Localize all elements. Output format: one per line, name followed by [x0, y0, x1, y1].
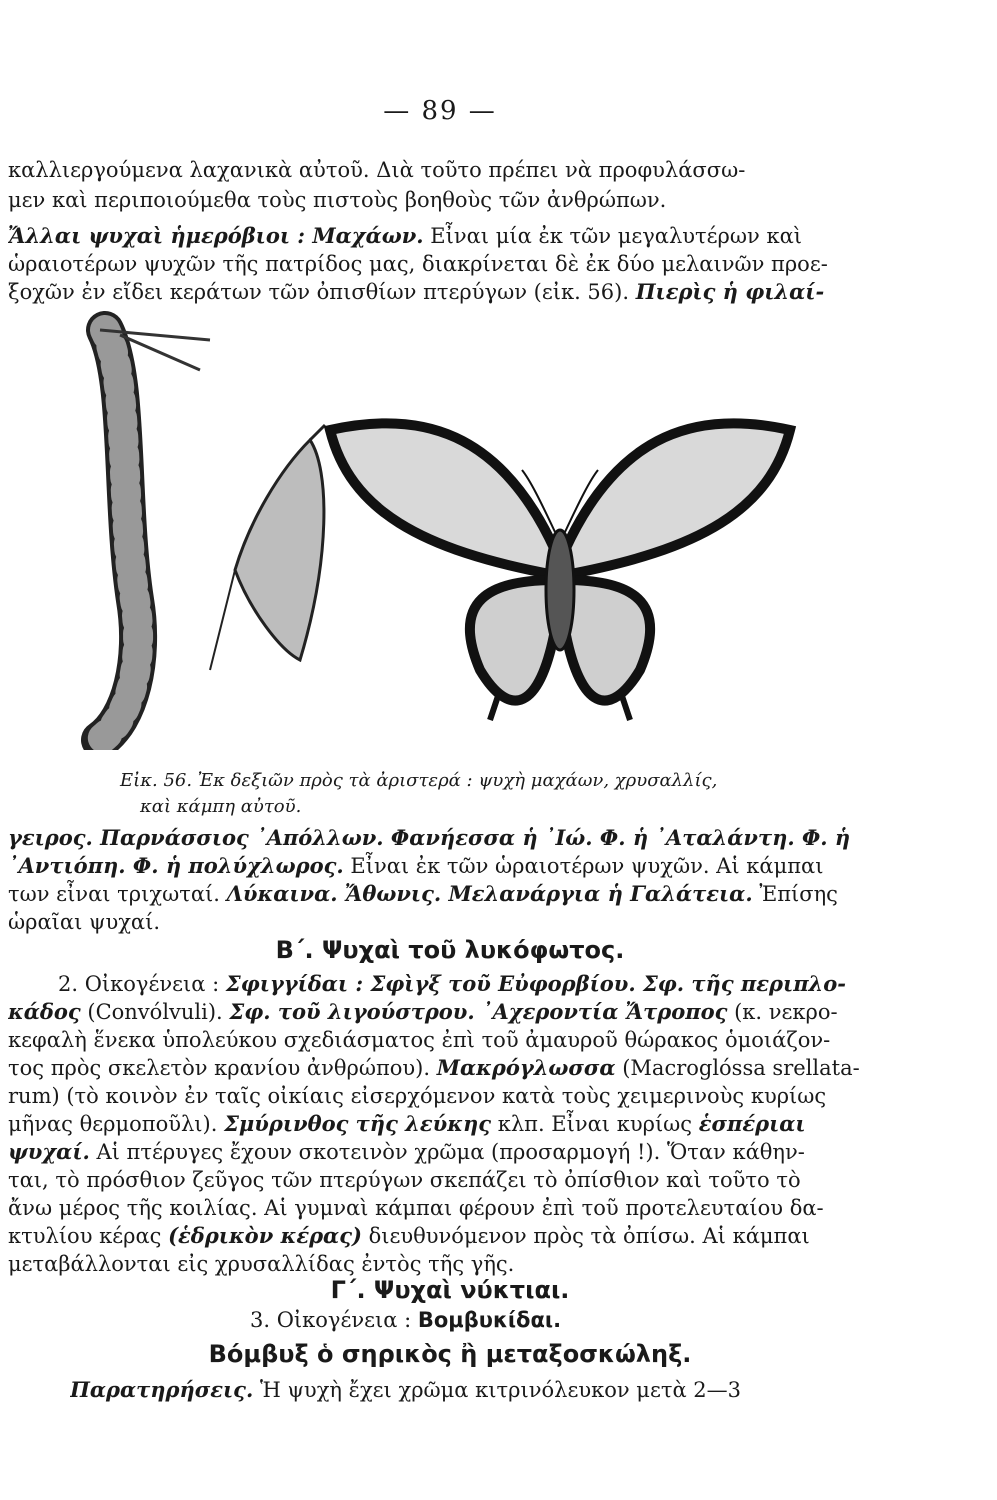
text-line [8, 222, 868, 250]
species-name: κάδος [8, 999, 81, 1024]
text-line: καλλιεργούμενα λαχανικὰ αὐτοῦ. Διὰ τοῦτο πρέπει νὰ προφυλάσσω- [8, 158, 746, 182]
figure-caption: καὶ κάμπη αὐτοῦ. [140, 796, 302, 817]
text-line [8, 1222, 868, 1250]
text-span: Εἶναι μία ἐκ τῶν μεγαλυτέρων καὶ [423, 224, 802, 248]
caterpillar-drawing [100, 330, 210, 740]
term: (ἑδρικὸν κέρας) [168, 1223, 362, 1248]
species-heading: Βόμβυξ ὁ σηρικὸς ἢ μεταξοσκώληξ. [208, 1340, 692, 1368]
species-name: Σφ. τοῦ λιγούστρου. ᾿Αχεροντία Ἄτροπος [229, 999, 728, 1024]
text-span: ξοχῶν ἐν εἴδει κεράτων τῶν ὀπισθίων πτερύγων (εἰκ. 56). [8, 280, 636, 304]
text-span: των εἶναι τριχωταί. [8, 882, 227, 906]
species-name: Μακρόγλωσσα [436, 1055, 616, 1080]
text-span: κλπ. Εἶναι κυρίως [491, 1112, 699, 1136]
species-name: Σμύρινθος τῆς λεύκης [224, 1111, 492, 1136]
text-span: (Macroglóssa srellata- [615, 1056, 860, 1080]
text-span: διευθυνόμενον πρὸς τὰ ὀπίσω. Αἱ κάμπαι [361, 1224, 810, 1248]
page-number: — 89 — [383, 96, 497, 126]
text-line [8, 1110, 868, 1138]
text-line [58, 970, 878, 998]
text-line: μεταβάλλονται εἰς χρυσαλλίδας ἐντὸς τῆς γῆς. [8, 1252, 515, 1276]
butterfly-illustration [60, 300, 870, 750]
text-line: γειρος. Παρνάσσιος ᾿Απόλλων. Φανήεσσα ἡ ᾿Ιώ. Φ. ἡ ᾿Αταλάντη. Φ. ἡ [8, 825, 851, 850]
text-span: 3. Οἰκογένεια : [250, 1308, 418, 1332]
species-name: ᾿Αντιόπη. Φ. ἡ πολύχλωρος. [8, 853, 344, 878]
text-line [8, 852, 868, 880]
text-span: τος πρὸς σκελετὸν κρανίου ἀνθρώπου). [8, 1056, 437, 1080]
text-span: (Convólvuli). [80, 1000, 230, 1024]
species-name: Πιερὶς ἡ φιλαί- [635, 279, 825, 304]
species-name: ψυχαί. [8, 1139, 90, 1164]
figure-caption: Εἰκ. 56. Ἐκ δεξιῶν πρὸς τὰ ἀριστερά : ψυχὴ μαχάων, χρυσαλλίς, [120, 770, 718, 791]
text-span: 2. Οἰκογένεια : [58, 972, 226, 996]
text-line: rum) (τὸ κοινὸν ἐν ταῖς οἰκίαις εἰσερχόμενον κατὰ τοὺς χειμερινοὺς κυρίως [8, 1084, 827, 1108]
text-line [8, 1138, 868, 1166]
species-name: Λύκαινα. Ἄθωνις. Μελανάργια ἡ Γαλάτεια. [226, 881, 753, 906]
text-span: (κ. νεκρο- [727, 1000, 838, 1024]
text-line: ἄνω μέρος τῆς κοιλίας. Αἱ γυμναὶ κάμπαι φέρουν ἐπὶ τοῦ προτελευταίου δα- [8, 1196, 824, 1220]
species-name: Σφιγγίδαι : Σφὶγξ τοῦ Εὐφορβίου. Σφ. τῆς περιπλο- [225, 971, 847, 996]
family-name: Βομβυκίδαι. [417, 1308, 562, 1332]
chrysalis-drawing [210, 425, 325, 670]
text-span: Εἶναι ἐκ τῶν ὡραιοτέρων ψυχῶν. Αἱ κάμπαι [343, 854, 824, 878]
text-line [70, 1376, 870, 1404]
text-line: ται, τὸ πρόσθιον ζεῦγος τῶν πτερύγων σκεπάζει τὸ ὀπίσθιον καὶ τοῦτο τὸ [8, 1168, 801, 1192]
section-heading-b: Β΄. Ψυχαὶ τοῦ λυκόφωτος. [275, 936, 625, 964]
section-heading-c: Γ΄. Ψυχαὶ νύκτιαι. [330, 1276, 570, 1304]
inline-heading: Ἄλλαι ψυχαὶ ἡμερόβιοι : Μαχάων. [8, 223, 424, 248]
figure-56 [60, 300, 870, 750]
species-name: ἑσπέριαι [698, 1111, 806, 1136]
text-line [8, 1054, 868, 1082]
text-line: ὡραιοτέρων ψυχῶν τῆς πατρίδος μας, διακρίνεται δὲ ἐκ δύο μελαινῶν προε- [8, 252, 828, 276]
observation-label: Παρατηρήσεις. [70, 1377, 254, 1402]
text-line: κεφαλὴ ἕνεκα ὑπολεύκου σχεδιάσματος ἐπὶ τοῦ ἀμαυροῦ θώρακος ὁμοιάζον- [8, 1028, 831, 1052]
text-line [250, 1306, 850, 1334]
text-span: Ἡ ψυχὴ ἔχει χρῶμα κιτρινόλευκον μετὰ 2—3 [253, 1378, 742, 1402]
text-line [8, 880, 868, 908]
text-span: μῆνας θερμοποῦλι). [8, 1112, 225, 1136]
text-span: κτυλίου κέρας [8, 1224, 169, 1248]
text-span: Ἐπίσης [752, 882, 838, 906]
text-line [8, 998, 868, 1026]
text-line: ὡραῖαι ψυχαί. [8, 910, 161, 934]
text-span: Αἱ πτέρυγες ἔχουν σκοτεινὸν χρῶμα (προσαρμογή !). Ὅταν κάθην- [89, 1140, 805, 1164]
text-line: μεν καὶ περιποιούμεθα τοὺς πιστοὺς βοηθοὺς τῶν ἀνθρώπων. [8, 188, 667, 212]
swallowtail-drawing [330, 423, 790, 720]
